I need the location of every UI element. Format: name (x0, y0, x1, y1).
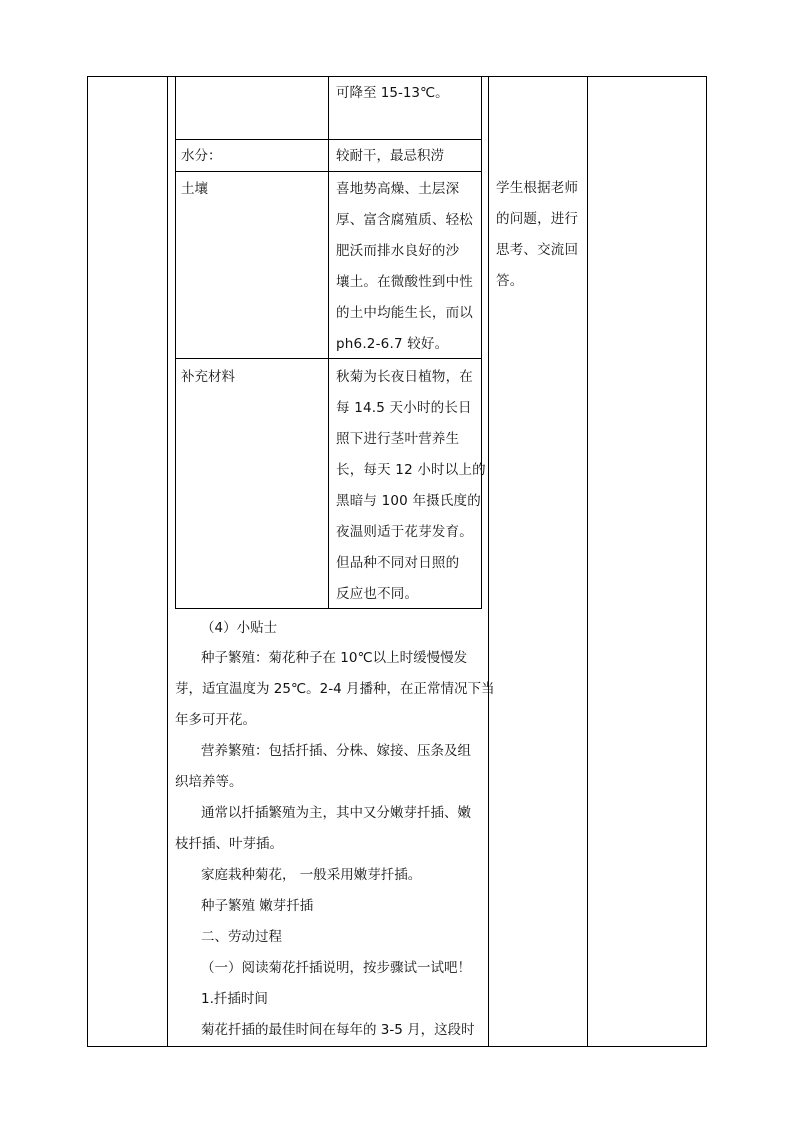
student-activity-line: 的问题，进行 (496, 211, 579, 227)
supplement-value-line: 长，每天 12 小时以上的 (336, 462, 486, 478)
inner-table-row-divider-2 (175, 171, 482, 172)
supplement-value-line: 但品种不同对日照的 (336, 555, 460, 571)
supplement-value-line: 每 14.5 天小时的长日 (336, 400, 472, 416)
soil-value-line: 肥沃而排水良好的沙 (336, 243, 460, 259)
student-activity-line: 思考、交流回 (496, 242, 579, 258)
inner-table-right-border (481, 76, 482, 609)
outer-table-col-divider-1 (167, 76, 168, 1047)
water-value: 较耐干，最忌积涝 (336, 148, 444, 164)
cutting-time-heading: 1.扦插时间 (201, 991, 268, 1007)
inner-table-row-divider-3 (175, 358, 482, 359)
section-heading-labor-process: 二、劳动过程 (201, 929, 282, 945)
outer-table-left-border (87, 76, 88, 1047)
cutting-propagation-line: 通常以扦插繁殖为主，其中又分嫩芽扦插、嫩 (201, 805, 471, 821)
outer-table-bottom-border (87, 1046, 707, 1047)
water-label: 水分： (181, 148, 222, 164)
inner-table-row-divider-1 (175, 139, 482, 140)
subsection-heading-read-instructions: （一）阅读菊花扦插说明，按步骤试一试吧！ (201, 960, 471, 976)
cutting-time-line: 菊花扦插的最佳时间在每年的 3-5 月，这段时 (201, 1022, 475, 1038)
soil-value-line: 的土中均能生长，而以 (336, 305, 473, 321)
seed-propagation-line: 年多可开花。 (175, 712, 256, 728)
seed-propagation-line: 芽，适宜温度为 25℃。2-4 月播种，在正常情况下当 (175, 681, 495, 697)
seed-propagation-line: 种子繁殖：菊花种子在 10℃以上时缓慢慢发 (201, 650, 468, 666)
inner-table-col-divider (328, 76, 329, 609)
outer-table-col-divider-3 (587, 76, 588, 1047)
inner-table-bottom-border (175, 608, 482, 609)
outer-table-col-divider-2 (488, 76, 489, 1047)
student-activity-line: 学生根据老师 (496, 180, 579, 196)
soil-value-line: 壤土。在微酸性到中性 (336, 274, 473, 290)
supplement-value-line: 黑暗与 100 年摄氏度的 (336, 493, 481, 509)
supplement-value-line: 照下进行茎叶营养生 (336, 431, 460, 447)
tips-heading: （4）小贴士 (201, 620, 278, 636)
soil-value-line: 喜地势高燥、土层深 (336, 181, 460, 197)
soil-value-line: ph6.2-6.7 较好。 (336, 336, 449, 352)
temperature-value-line: 可降至 15-13℃。 (336, 85, 449, 101)
supplement-value-line: 秋菊为长夜日植物，在 (336, 369, 473, 385)
methods-line: 种子繁殖 嫩芽扦插 (201, 898, 314, 914)
supplement-value-line: 夜温则适于花芽发育。 (336, 524, 473, 540)
inner-table-left-border (175, 76, 176, 609)
vegetative-propagation-line: 织培养等。 (175, 774, 243, 790)
supplement-label: 补充材料 (181, 369, 235, 385)
cutting-propagation-line: 枝扦插、叶芽插。 (175, 836, 283, 852)
home-cutting-line: 家庭栽种菊花， 一般采用嫩芽扦插。 (201, 867, 422, 883)
vegetative-propagation-line: 营养繁殖：包括扦插、分株、嫁接、压条及组 (201, 743, 471, 759)
outer-table-top-border (87, 76, 707, 77)
student-activity-line: 答。 (496, 273, 524, 289)
outer-table-right-border (706, 76, 707, 1047)
soil-label: 土壤 (181, 181, 208, 197)
soil-value-line: 厚、富含腐殖质、轻松 (336, 212, 473, 228)
supplement-value-line: 反应也不同。 (336, 586, 419, 602)
